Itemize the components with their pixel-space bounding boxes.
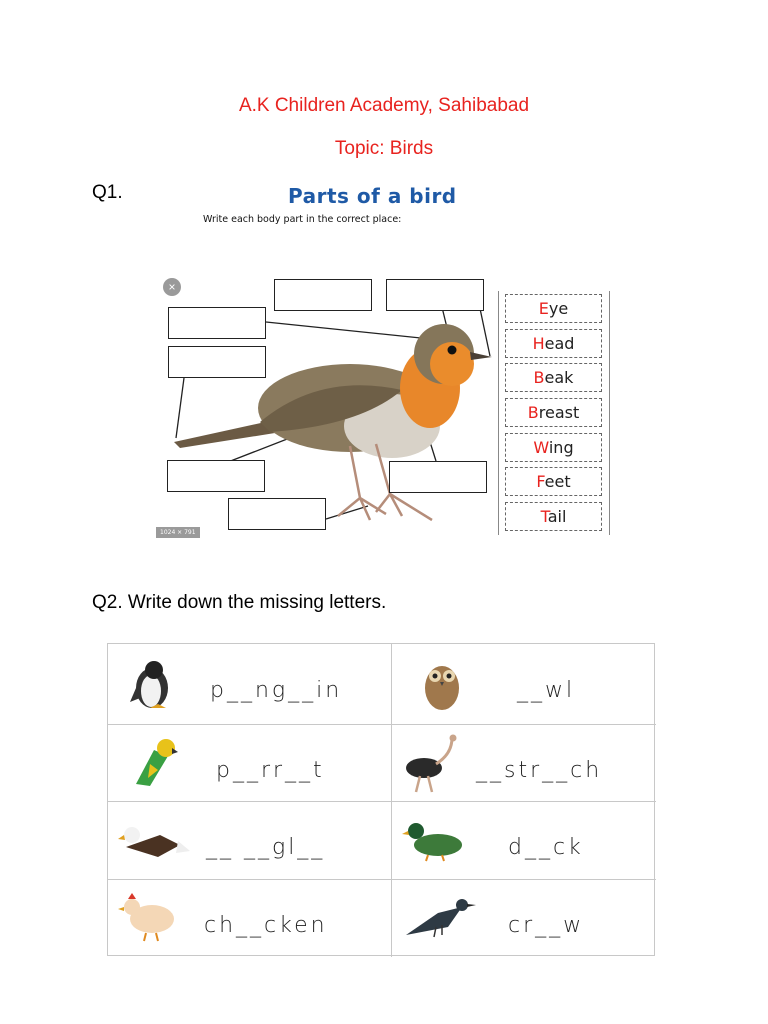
table-cell-owl (392, 644, 665, 722)
missing-word-crow: cr__w (508, 913, 585, 938)
crow-icon (402, 893, 476, 941)
word-head[interactable] (505, 329, 602, 358)
word-rest: ead (544, 334, 575, 353)
word-first-letter: W (533, 438, 549, 457)
word-beak[interactable] (505, 363, 602, 392)
question-2-label: Q2. Write down the missing letters. (92, 592, 387, 613)
ostrich-icon (400, 734, 466, 796)
table-cell-duck (392, 801, 665, 879)
image-size-tag: 1024 × 791 (156, 527, 200, 538)
word-first-letter: B (527, 403, 539, 422)
penguin-icon (122, 658, 178, 710)
missing-word-eagle: __ __gl__ (206, 835, 326, 860)
close-icon[interactable]: × (163, 278, 181, 296)
word-rest: reast (538, 403, 580, 422)
figure-title: Parts of a bird (288, 184, 457, 208)
answer-box-6[interactable] (389, 461, 487, 493)
missing-letters-table (107, 643, 655, 956)
eagle-icon (118, 817, 192, 863)
answer-box-5[interactable] (167, 460, 265, 492)
question-1-label: Q1. (92, 182, 123, 203)
missing-word-duck: d__ck (508, 835, 584, 860)
word-rest: eak (544, 368, 574, 387)
word-wing[interactable] (505, 433, 602, 462)
parrot-icon (128, 734, 184, 792)
word-first-letter: F (536, 472, 545, 491)
missing-word-owl: __wl (517, 678, 576, 703)
parts-of-bird-figure (140, 176, 630, 544)
word-rest: ail (547, 507, 567, 526)
owl-icon (418, 658, 466, 712)
table-cell-eagle (108, 801, 381, 879)
table-cell-penguin (108, 644, 381, 722)
missing-word-chicken: ch__cken (204, 913, 328, 938)
answer-box-2[interactable] (386, 279, 484, 311)
answer-box-3[interactable] (168, 307, 266, 339)
word-breast[interactable] (505, 398, 602, 427)
table-cell-parrot (108, 724, 381, 802)
word-first-letter: B (533, 368, 545, 387)
word-first-letter: T (540, 507, 548, 526)
missing-word-parrot: p__rr__t (216, 758, 325, 783)
table-cell-crow (392, 879, 665, 957)
word-tail[interactable] (505, 502, 602, 531)
table-cell-chicken (108, 879, 381, 957)
word-eye[interactable] (505, 294, 602, 323)
word-first-letter: E (538, 299, 549, 318)
answer-box-1[interactable] (274, 279, 372, 311)
word-feet[interactable] (505, 467, 602, 496)
answer-box-4[interactable] (168, 346, 266, 378)
word-first-letter: H (532, 334, 545, 353)
answer-box-7[interactable] (228, 498, 326, 530)
word-rest: ing (548, 438, 574, 457)
school-name: A.K Children Academy, Sahibabad (238, 95, 530, 116)
figure-instruction: Write each body part in the correct place: (203, 214, 402, 225)
word-bank (498, 291, 610, 535)
missing-word-ostrich: __str__ch (476, 758, 603, 783)
topic-title: Topic: Birds (334, 138, 434, 159)
duck-icon (402, 817, 470, 863)
table-cell-ostrich (392, 724, 665, 802)
word-rest: ye (548, 299, 569, 318)
chicken-icon (118, 891, 188, 943)
word-rest: eet (544, 472, 571, 491)
missing-word-penguin: p__ng__in (210, 678, 343, 703)
